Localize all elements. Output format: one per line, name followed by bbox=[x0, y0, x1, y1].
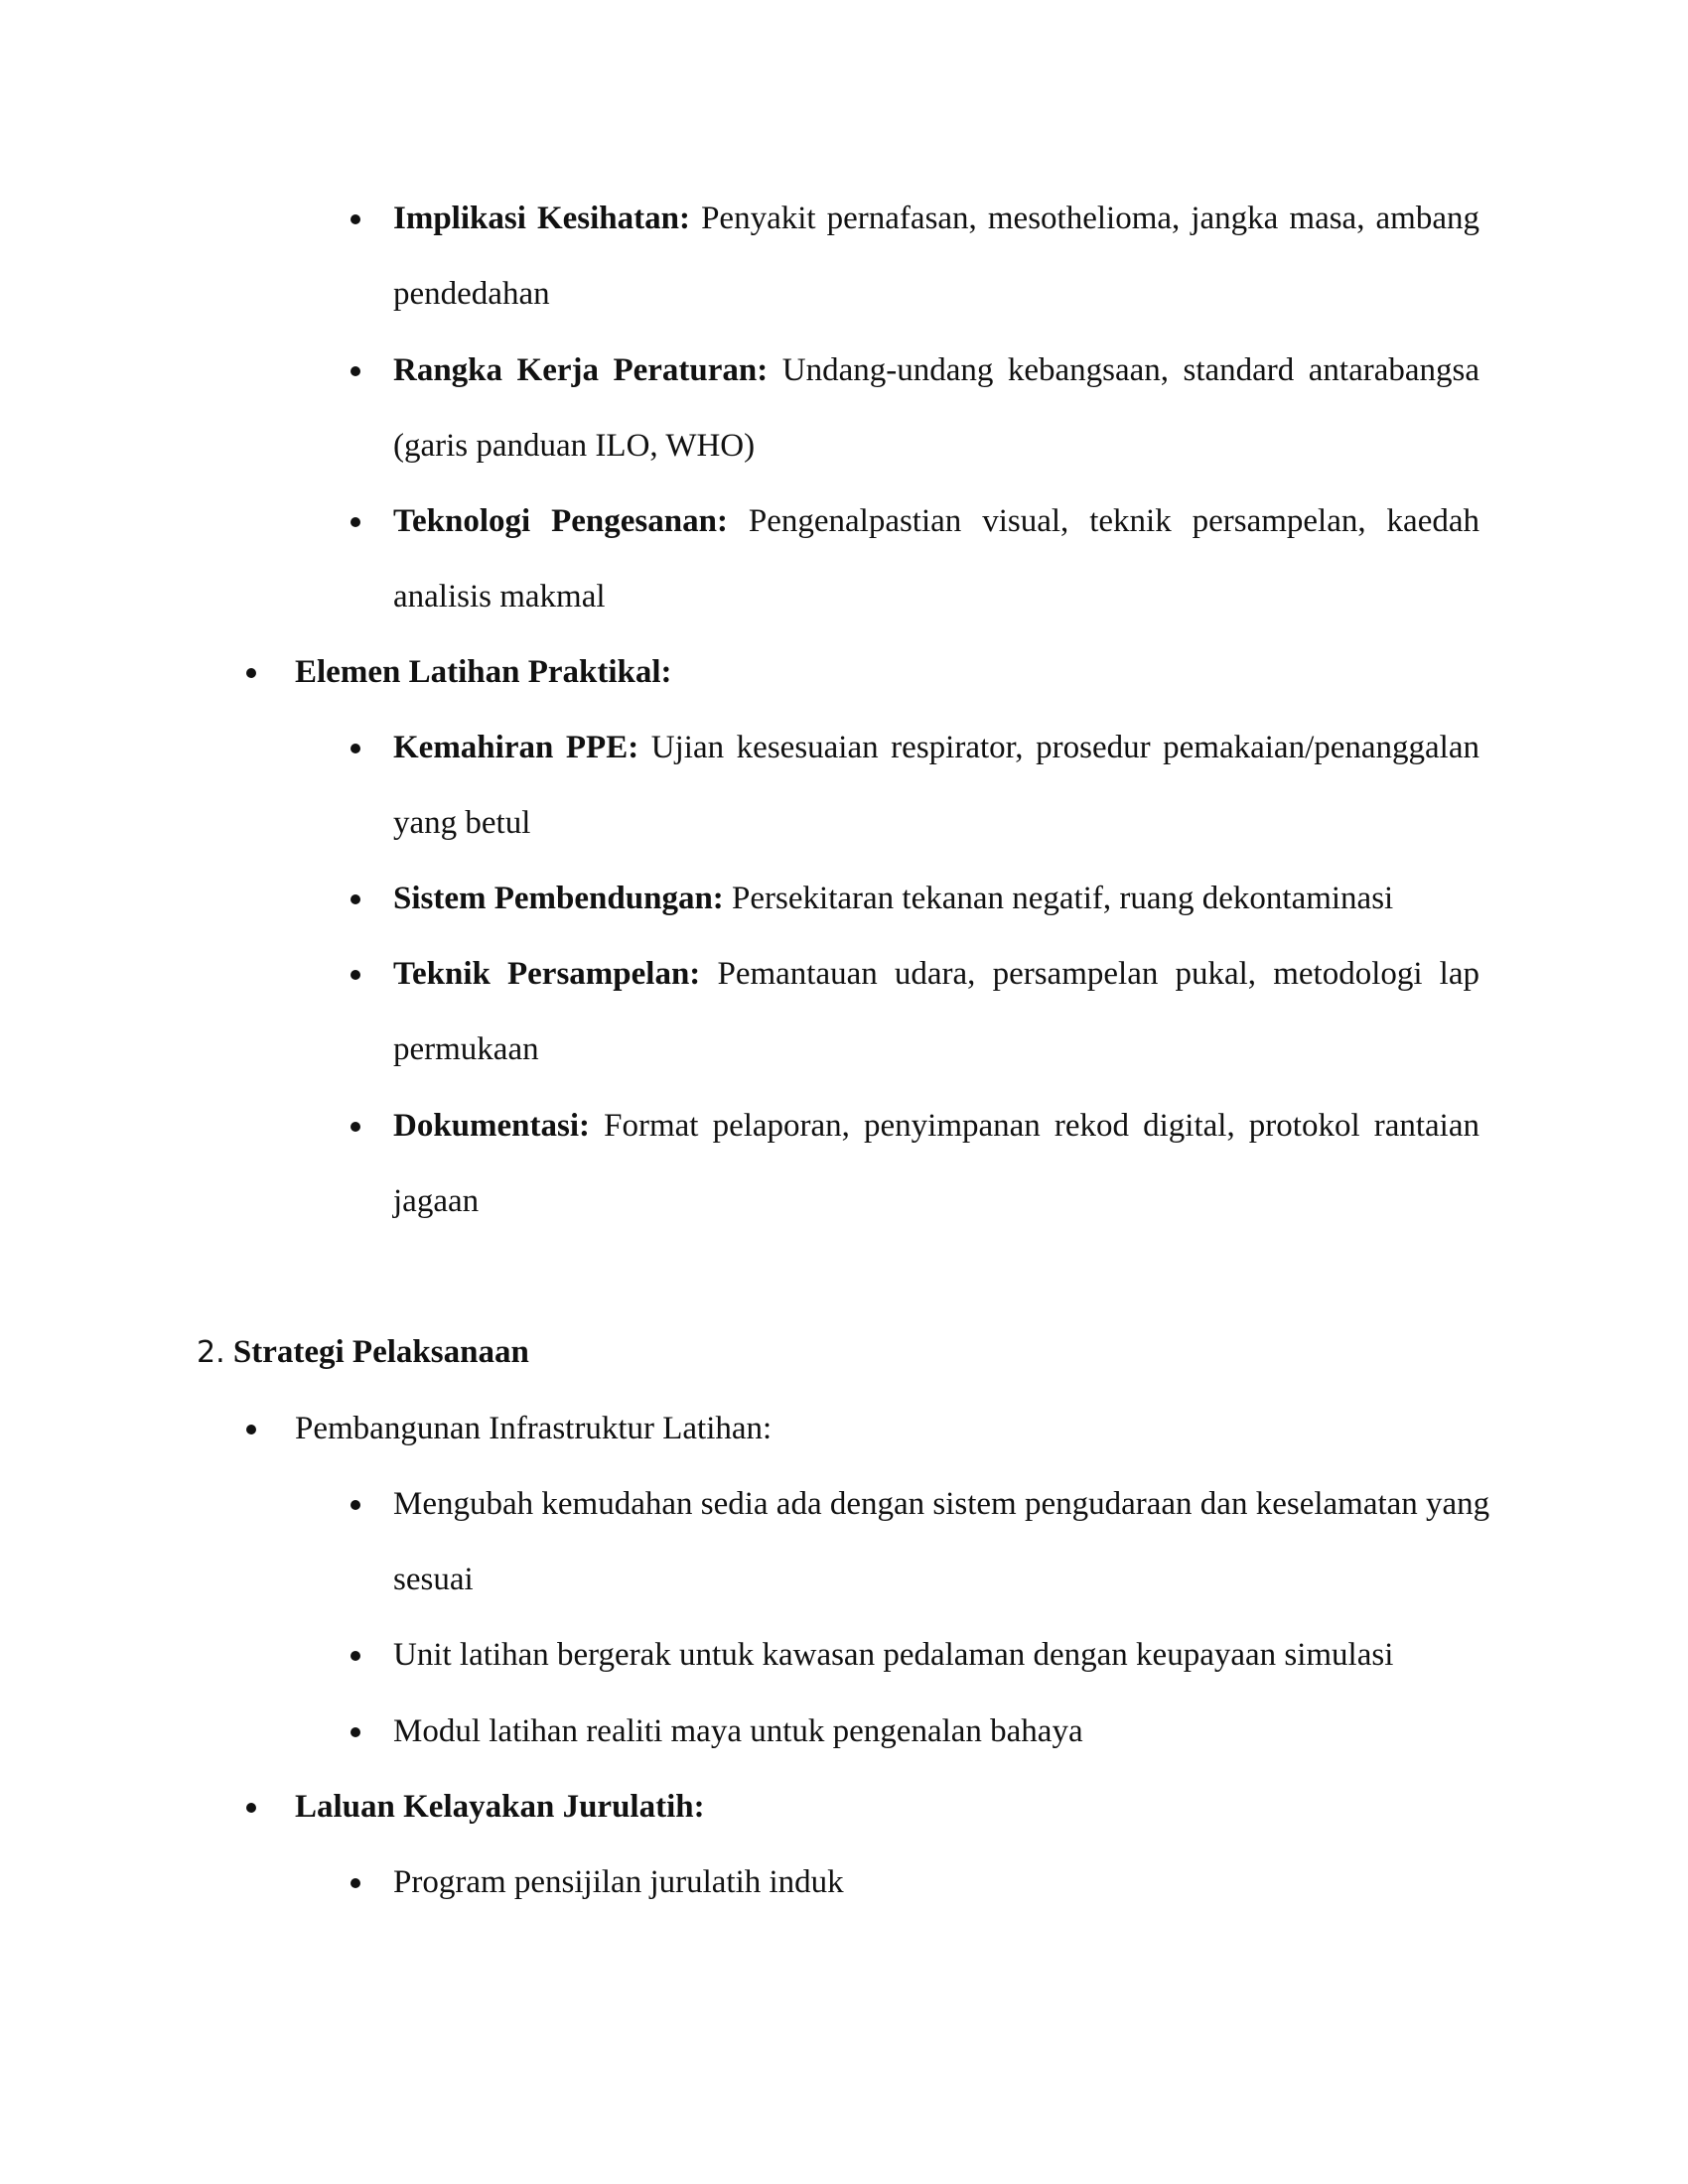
section-title: Strategi Pelaksanaan bbox=[232, 1334, 529, 1370]
list-item-kemahiran-ppe bbox=[393, 728, 1479, 767]
item-label: Rangka Kerja Peraturan: bbox=[393, 352, 769, 388]
item-continuation: yang betul bbox=[393, 805, 531, 841]
item-continuation: sesuai bbox=[393, 1562, 474, 1597]
list-item-sistem-pembendungan bbox=[393, 879, 1393, 918]
bullet-icon bbox=[351, 214, 360, 224]
list-heading-elemen-latihan-praktikal: Elemen Latihan Praktikal: bbox=[295, 654, 672, 690]
section-number: 2. bbox=[197, 1335, 225, 1370]
item-label: Teknologi Pengesanan: bbox=[393, 503, 728, 539]
list-item-mengubah-kemudahan: Mengubah kemudahan sedia ada dengan sistem pengudaraan dan keselamatan yang bbox=[393, 1486, 1490, 1522]
item-label: Teknik Persampelan: bbox=[393, 956, 701, 992]
item-label: Implikasi Kesihatan: bbox=[393, 201, 690, 236]
bullet-icon bbox=[351, 1727, 360, 1737]
list-item-program-pensijilan: Program pensijilan jurulatih induk bbox=[393, 1864, 844, 1900]
bullet-icon bbox=[351, 366, 360, 376]
list-item-teknologi-pengesanan bbox=[393, 501, 1479, 541]
list-item-rangka-kerja-peraturan bbox=[393, 350, 1479, 390]
bullet-icon bbox=[246, 668, 256, 678]
bullet-icon bbox=[246, 1803, 256, 1813]
item-label: Sistem Pembendungan: bbox=[393, 881, 724, 916]
item-label: Dokumentasi: bbox=[393, 1108, 591, 1144]
item-text: Format pelaporan, penyimpanan rekod digital, protokol rantaian bbox=[604, 1108, 1479, 1144]
list-item-dokumentasi bbox=[393, 1106, 1479, 1146]
item-continuation: analisis makmal bbox=[393, 579, 606, 614]
list-item-implikasi-kesihatan bbox=[393, 199, 1479, 238]
item-continuation: jagaan bbox=[393, 1183, 480, 1219]
bullet-icon bbox=[351, 517, 360, 527]
list-item-teknik-persampelan bbox=[393, 954, 1479, 994]
item-continuation: permukaan bbox=[393, 1031, 539, 1067]
list-item-modul-realiti-maya: Modul latihan realiti maya untuk pengenalan bahaya bbox=[393, 1713, 1083, 1749]
item-text: Penyakit pernafasan, mesothelioma, jangka masa, ambang bbox=[701, 201, 1479, 236]
item-text: Pengenalpastian visual, teknik persampelan, kaedah bbox=[748, 503, 1479, 539]
item-text: Persekitaran tekanan negatif, ruang dekontaminasi bbox=[732, 881, 1394, 916]
list-heading-laluan-kelayakan-jurulatih: Laluan Kelayakan Jurulatih: bbox=[295, 1789, 705, 1825]
bullet-icon bbox=[351, 1500, 360, 1510]
list-item-unit-latihan-bergerak: Unit latihan bergerak untuk kawasan pedalaman dengan keupayaan simulasi bbox=[393, 1637, 1394, 1673]
item-text: Ujian kesesuaian respirator, prosedur pemakaian/penanggalan bbox=[650, 730, 1480, 765]
bullet-icon bbox=[351, 1878, 360, 1888]
item-text: Pemantauan udara, persampelan pukal, metodologi lap bbox=[717, 956, 1479, 992]
list-heading-pembangunan-infrastruktur: Pembangunan Infrastruktur Latihan: bbox=[295, 1411, 773, 1446]
section-heading bbox=[197, 1332, 529, 1373]
bullet-icon bbox=[351, 744, 360, 753]
item-label: Kemahiran PPE: bbox=[393, 730, 639, 765]
bullet-icon bbox=[351, 970, 360, 980]
bullet-icon bbox=[351, 894, 360, 904]
bullet-icon bbox=[351, 1122, 360, 1132]
item-continuation: (garis panduan ILO, WHO) bbox=[393, 428, 756, 464]
item-text: Undang-undang kebangsaan, standard antarabangsa bbox=[781, 352, 1480, 388]
bullet-icon bbox=[246, 1425, 256, 1434]
bullet-icon bbox=[351, 1651, 360, 1661]
item-continuation: pendedahan bbox=[393, 276, 550, 312]
